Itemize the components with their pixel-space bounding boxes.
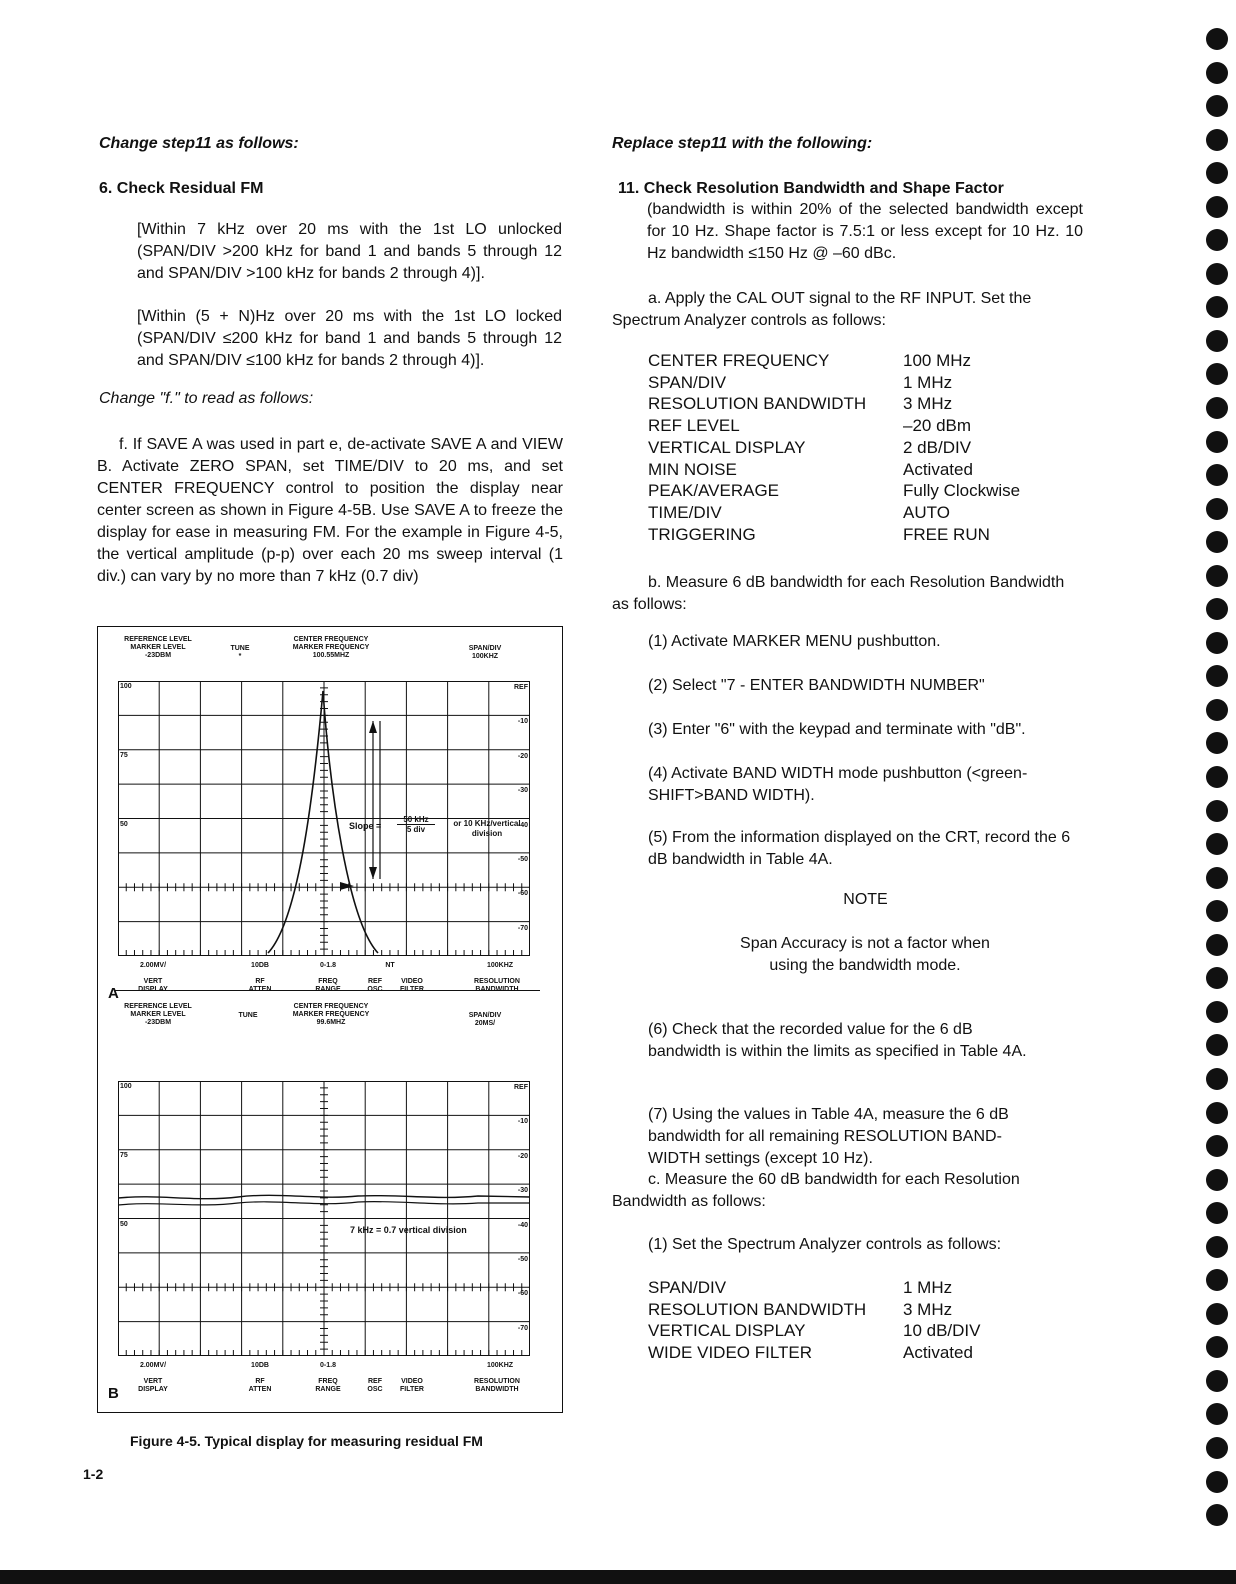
binder-hole (1206, 397, 1228, 419)
graticule-right-mark: -60 (517, 1290, 528, 1298)
a-marker-icon (340, 882, 354, 890)
binder-hole (1206, 1034, 1228, 1056)
controls-table-c (648, 1277, 981, 1364)
step-b2: (2) Select "7 - ENTER BANDWIDTH NUMBER" (648, 677, 985, 694)
control-a-value: 3 MHz (903, 394, 953, 414)
binder-hole (1206, 1437, 1228, 1459)
bottom-edge (0, 1570, 1236, 1584)
graticule-right-mark: -30 (517, 1187, 528, 1195)
control-c-row (648, 1277, 981, 1299)
controls-table-a (648, 350, 1020, 545)
graticule-right-mark: -30 (517, 787, 528, 795)
binder-hole (1206, 732, 1228, 754)
binder-hole (1206, 95, 1228, 117)
b-span-div: SPAN/DIV 20MS/ (468, 1012, 502, 1027)
binder-hole (1206, 296, 1228, 318)
binder-hole (1206, 363, 1228, 385)
control-c-name: WIDE VIDEO FILTER (648, 1343, 813, 1363)
control-a-name: REF LEVEL (648, 416, 740, 436)
b-bv-1: 10DB (251, 1362, 269, 1369)
graticule-right-mark: -50 (517, 1255, 528, 1263)
graticule-left-mark: 50 (120, 820, 128, 828)
graticule-left-mark: 100 (120, 683, 132, 690)
step-b6: (6) Check that the recorded value for the 6 dB bandwidth is within the limits as specified in Table 4A. (648, 1021, 1027, 1060)
control-c-value: 3 MHz (903, 1299, 953, 1319)
graticule-right-mark: -50 (517, 855, 528, 863)
para-c: c. Measure the 60 dB bandwidth for each Resolution Bandwidth as follows: (612, 1171, 1020, 1210)
binder-hole (1206, 1269, 1228, 1291)
control-a-name: MIN NOISE (648, 459, 737, 479)
para-b: b. Measure 6 dB bandwidth for each Resolution Bandwidth as follows: (612, 574, 1065, 613)
binder-hole (1206, 565, 1228, 587)
graticule-right-mark: -20 (517, 752, 528, 760)
binder-hole (1206, 1403, 1228, 1425)
step-b1: (1) Activate MARKER MENU pushbutton. (648, 633, 941, 650)
control-a-value: 1 MHz (903, 372, 953, 392)
binder-hole (1206, 28, 1228, 50)
binder-hole (1206, 632, 1228, 654)
binder-hole (1206, 1068, 1228, 1090)
binder-hole (1206, 531, 1228, 553)
control-a-row (648, 480, 1020, 502)
figure-caption: Figure 4-5. Typical display for measuring residual FM (130, 1433, 483, 1449)
binder-hole (1206, 833, 1228, 855)
a-bl-2: FREQ RANGE (315, 978, 341, 993)
a-slope-num: 50 kHz (397, 815, 435, 825)
control-a-row (648, 372, 1020, 394)
b-panel-label: B (108, 1385, 119, 1402)
control-a-value: Activated (903, 459, 973, 479)
graticule-right-mark: -10 (517, 718, 528, 726)
b-bl-4: VIDEO FILTER (400, 1378, 424, 1393)
b-annotation: 7 kHz = 0.7 vertical division (350, 1225, 467, 1235)
a-slope-fraction (397, 815, 435, 834)
b-center-frequency: CENTER FREQUENCY MARKER FREQUENCY 99.6MHZ (292, 1003, 370, 1026)
step11-title: 11. Check Resolution Bandwidth and Shape Factor (618, 180, 1004, 197)
binder-hole (1206, 330, 1228, 352)
control-a-row (648, 459, 1020, 481)
control-a-value: FREE RUN (903, 524, 990, 544)
a-bv-0: 2.00MV/ (139, 962, 167, 969)
binder-hole (1206, 1202, 1228, 1224)
b-bl-3: REF OSC (367, 1378, 383, 1393)
a-ref-level: REFERENCE LEVEL MARKER LEVEL -23DBM (124, 636, 192, 659)
spec-unlocked: [Within 7 kHz over 20 ms with the 1st LO unlocked (SPAN/DIV >200 kHz for band 1 and bands 5 through 12 and SPAN/DIV >100 kHz for bands 2 through 4)]. (137, 221, 562, 282)
control-a-name: TRIGGERING (648, 524, 756, 544)
graticule-right-mark: REF (514, 684, 528, 691)
binder-hole (1206, 1336, 1228, 1358)
a-bv-2: 0-1.8 (320, 962, 336, 969)
graticule-right-mark: REF (514, 1084, 528, 1091)
graticule-left-mark: 75 (120, 1151, 128, 1159)
control-a-row (648, 437, 1020, 459)
binder-hole (1206, 1102, 1228, 1124)
binder-hole (1206, 229, 1228, 251)
binder-hole (1206, 1471, 1228, 1493)
spec-locked: [Within (5 + N)Hz over 20 ms with the 1st LO locked (SPAN/DIV ≤200 kHz for band 1 and bands 5 through 12 and SPAN/DIV ≤100 kHz for bands 2 through 4)]. (137, 308, 562, 369)
control-c-name: VERTICAL DISPLAY (648, 1321, 806, 1341)
binder-hole (1206, 1236, 1228, 1258)
binder-hole (1206, 934, 1228, 956)
a-span-div: SPAN/DIV 100KHZ (468, 645, 502, 660)
control-a-value: 100 MHz (903, 351, 972, 370)
a-bv-1: 10DB (251, 962, 269, 969)
control-c-row (648, 1320, 981, 1342)
a-bl-5: RESOLUTION BANDWIDTH (474, 978, 520, 993)
control-c-value: 1 MHz (903, 1278, 953, 1297)
binder-hole (1206, 900, 1228, 922)
binder-hole (1206, 129, 1228, 151)
binder-hole (1206, 162, 1228, 184)
step-b5: (5) From the information displayed on the CRT, record the 6 dB bandwidth in Table 4A. (648, 829, 1071, 868)
control-c-row (648, 1299, 981, 1321)
b-ref-level: REFERENCE LEVEL MARKER LEVEL -23DBM (124, 1003, 192, 1026)
step-b3: (3) Enter "6" with the keypad and terminate with "dB". (648, 721, 1026, 738)
control-a-name: TIME/DIV (648, 502, 722, 522)
note-text: Span Accuracy is not a factor when using the bandwidth mode. (740, 935, 990, 974)
b-bv-2: 0-1.8 (320, 1362, 336, 1369)
binder-hole (1206, 498, 1228, 520)
graticule-right-mark: -40 (517, 1221, 528, 1229)
para-f: f. If SAVE A was used in part e, de-activate SAVE A and VIEW B. Activate ZERO SPAN, set TIME/DIV to 20 ms, and set CENTER FREQUENCY control to position the display near center screen as shown in Figure 4-5B. Use SAVE A to freeze the display for ease in measuring FM. For the example in Figure 4-5, the vertical amplitude (p-p) over each 20 ms sweep interval (1 div.) can vary by no more than 7 kHz (0.7 div) (97, 436, 563, 585)
b-bv-3: 100KHZ (486, 1362, 514, 1369)
binder-hole (1206, 62, 1228, 84)
b-graticule (118, 1081, 530, 1356)
a-bl-0: VERT DISPLAY (138, 978, 168, 993)
binder-hole (1206, 665, 1228, 687)
graticule-right-mark: -60 (517, 890, 528, 898)
change-f-heading: Change "f." to read as follows: (99, 390, 314, 407)
graticule-right-mark: -40 (517, 821, 528, 829)
control-c-name: SPAN/DIV (648, 1278, 727, 1297)
b-bl-2: FREQ RANGE (315, 1378, 341, 1393)
a-bv-4: 100KHZ (486, 962, 514, 969)
control-a-name: SPAN/DIV (648, 372, 727, 392)
a-slope-suffix: or 10 KHz/vertical division (453, 819, 521, 838)
a-panel-label: A (108, 985, 119, 1002)
b-tune: TUNE (238, 1012, 258, 1019)
binder-hole (1206, 196, 1228, 218)
control-a-row (648, 350, 1020, 372)
replace-heading: Replace step11 with the following: (612, 135, 873, 152)
control-a-value: Fully Clockwise (903, 481, 1021, 501)
a-bl-1: RF ATTEN (248, 978, 272, 993)
a-tune: TUNE * (230, 645, 250, 660)
step6-title: 6. Check Residual FM (99, 180, 264, 197)
binder-hole (1206, 867, 1228, 889)
a-center-frequency: CENTER FREQUENCY MARKER FREQUENCY 100.55MHZ (292, 636, 370, 659)
control-c-name: RESOLUTION BANDWIDTH (648, 1299, 867, 1319)
binder-hole (1206, 464, 1228, 486)
control-a-row (648, 415, 1020, 437)
b-bl-0: VERT DISPLAY (138, 1378, 168, 1393)
binder-hole (1206, 1135, 1228, 1157)
control-a-row (648, 393, 1020, 415)
binder-hole (1206, 1370, 1228, 1392)
b-bl-5: RESOLUTION BANDWIDTH (474, 1378, 520, 1393)
control-a-name: CENTER FREQUENCY (648, 351, 830, 370)
step-c1: (1) Set the Spectrum Analyzer controls as follows: (648, 1236, 1002, 1253)
binder-hole (1206, 766, 1228, 788)
graticule-left-mark: 50 (120, 1220, 128, 1228)
binder-hole (1206, 800, 1228, 822)
graticule-right-mark: -10 (517, 1118, 528, 1126)
control-a-name: VERTICAL DISPLAY (648, 437, 806, 457)
binder-hole (1206, 598, 1228, 620)
a-bv-3: NT (385, 962, 395, 969)
a-slope-label: Slope = (349, 821, 382, 831)
control-c-row (648, 1342, 981, 1364)
step-b4: (4) Activate BAND WIDTH mode pushbutton (<green-SHIFT>BAND WIDTH). (648, 765, 1028, 804)
control-c-value: 10 dB/DIV (903, 1321, 981, 1341)
binder-hole (1206, 1504, 1228, 1526)
binder-hole (1206, 1001, 1228, 1023)
a-bl-4: VIDEO FILTER (400, 978, 424, 993)
binder-hole (1206, 263, 1228, 285)
control-a-row (648, 502, 1020, 524)
binder-hole (1206, 699, 1228, 721)
change-step-heading: Change step11 as follows: (99, 135, 299, 152)
graticule-left-mark: 75 (120, 751, 128, 759)
graticule-right-mark: -20 (517, 1152, 528, 1160)
note-title: NOTE (843, 891, 888, 908)
binder-hole (1206, 967, 1228, 989)
b-bl-1: RF ATTEN (248, 1378, 272, 1393)
binder-hole (1206, 1169, 1228, 1191)
control-a-row (648, 524, 1020, 546)
binder-hole (1206, 1303, 1228, 1325)
b-bv-0: 2.00MV/ (139, 1362, 167, 1369)
control-a-value: 2 dB/DIV (903, 437, 972, 457)
step-b7: (7) Using the values in Table 4A, measure the 6 dB bandwidth for all remaining RESOLUTION BAND-WIDTH settings (except 10 Hz). (648, 1106, 1009, 1167)
binder-hole (1206, 431, 1228, 453)
graticule-right-mark: -70 (517, 924, 528, 932)
a-slope-den: 5 div (406, 825, 426, 834)
step11-spec: (bandwidth is within 20% of the selected bandwidth except for 10 Hz. Shape factor is 7.5:1 or less except for 10 Hz. 10 Hz bandwidth ≤150 Hz @ –60 dBc. (647, 201, 1083, 262)
page-number: 1-2 (83, 1466, 104, 1482)
binder-holes (1206, 28, 1228, 1538)
graticule-left-mark: 100 (120, 1083, 132, 1090)
control-a-value: –20 dBm (903, 416, 972, 436)
a-bl-3: REF OSC (367, 978, 383, 993)
control-a-value: AUTO (903, 502, 950, 522)
graticule-right-mark: -70 (517, 1324, 528, 1332)
control-a-name: RESOLUTION BANDWIDTH (648, 394, 867, 414)
para-a: a. Apply the CAL OUT signal to the RF INPUT. Set the Spectrum Analyzer controls as follows: (612, 290, 1032, 329)
control-c-value: Activated (903, 1343, 973, 1363)
control-a-name: PEAK/AVERAGE (648, 481, 780, 501)
